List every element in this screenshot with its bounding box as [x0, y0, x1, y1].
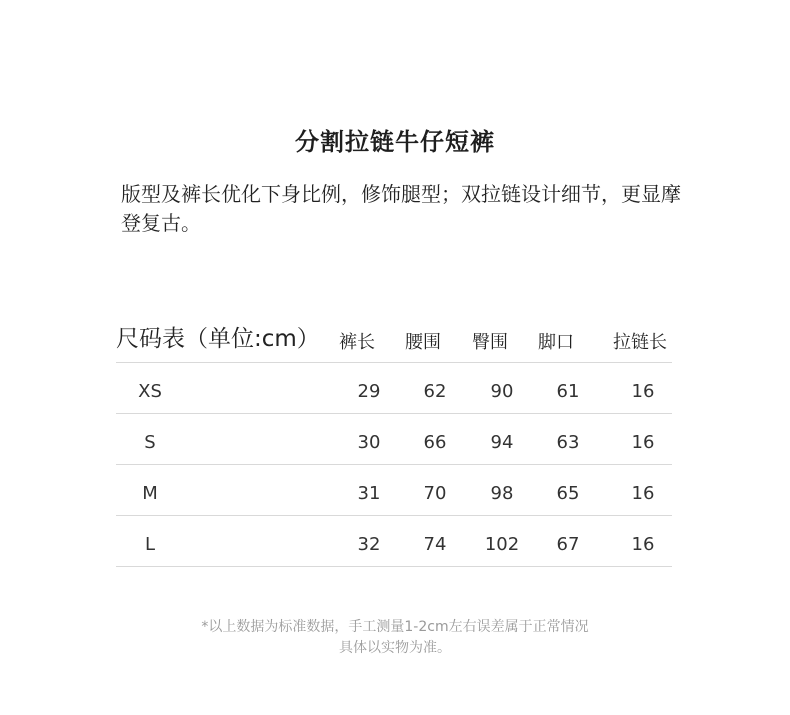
cell-leg-opening: 61 [556, 381, 580, 402]
measurement-disclaimer [0, 617, 790, 659]
cell-hip: 102 [484, 534, 520, 555]
cell-leg-opening: 67 [556, 534, 580, 555]
cell-leg-opening: 63 [556, 432, 580, 453]
disclaimer-line: 具体以实物为准。 [339, 640, 451, 656]
table-row [116, 465, 672, 516]
column-header-hip: 臀围 [472, 332, 508, 353]
cell-hip: 94 [490, 432, 514, 453]
cell-zipper-length: 16 [631, 432, 655, 453]
column-header-leg-opening: 脚口 [538, 332, 574, 353]
disclaimer-line: *以上数据为标准数据，手工测量1-2cm左右误差属于正常情况 [201, 619, 589, 635]
size-table [116, 318, 672, 567]
cell-length: 30 [357, 432, 381, 453]
size-label: L [144, 534, 156, 555]
cell-zipper-length: 16 [631, 534, 655, 555]
table-row [116, 363, 672, 414]
cell-length: 31 [357, 483, 381, 504]
size-label: S [144, 432, 156, 453]
cell-waist: 62 [423, 381, 447, 402]
cell-leg-opening: 65 [556, 483, 580, 504]
cell-length: 29 [357, 381, 381, 402]
column-header-waist: 腰围 [405, 332, 441, 353]
size-table-title: 尺码表（单位:cm） [116, 326, 320, 352]
table-row [116, 516, 672, 567]
size-label: XS [138, 381, 162, 402]
table-row [116, 414, 672, 465]
cell-hip: 98 [490, 483, 514, 504]
size-label: M [142, 483, 158, 504]
column-header-length: 裤长 [339, 332, 375, 353]
cell-waist: 70 [423, 483, 447, 504]
product-title: 分割拉链牛仔短裤 [295, 128, 495, 156]
product-description: 版型及裤长优化下身比例，修饰腿型；双拉链设计细节，更显摩登复古。 [121, 182, 681, 235]
cell-hip: 90 [490, 381, 514, 402]
cell-waist: 66 [423, 432, 447, 453]
cell-zipper-length: 16 [631, 381, 655, 402]
size-table-header [116, 318, 672, 363]
column-header-zipper-length: 拉链长 [613, 332, 667, 353]
cell-length: 32 [357, 534, 381, 555]
cell-zipper-length: 16 [631, 483, 655, 504]
cell-waist: 74 [423, 534, 447, 555]
